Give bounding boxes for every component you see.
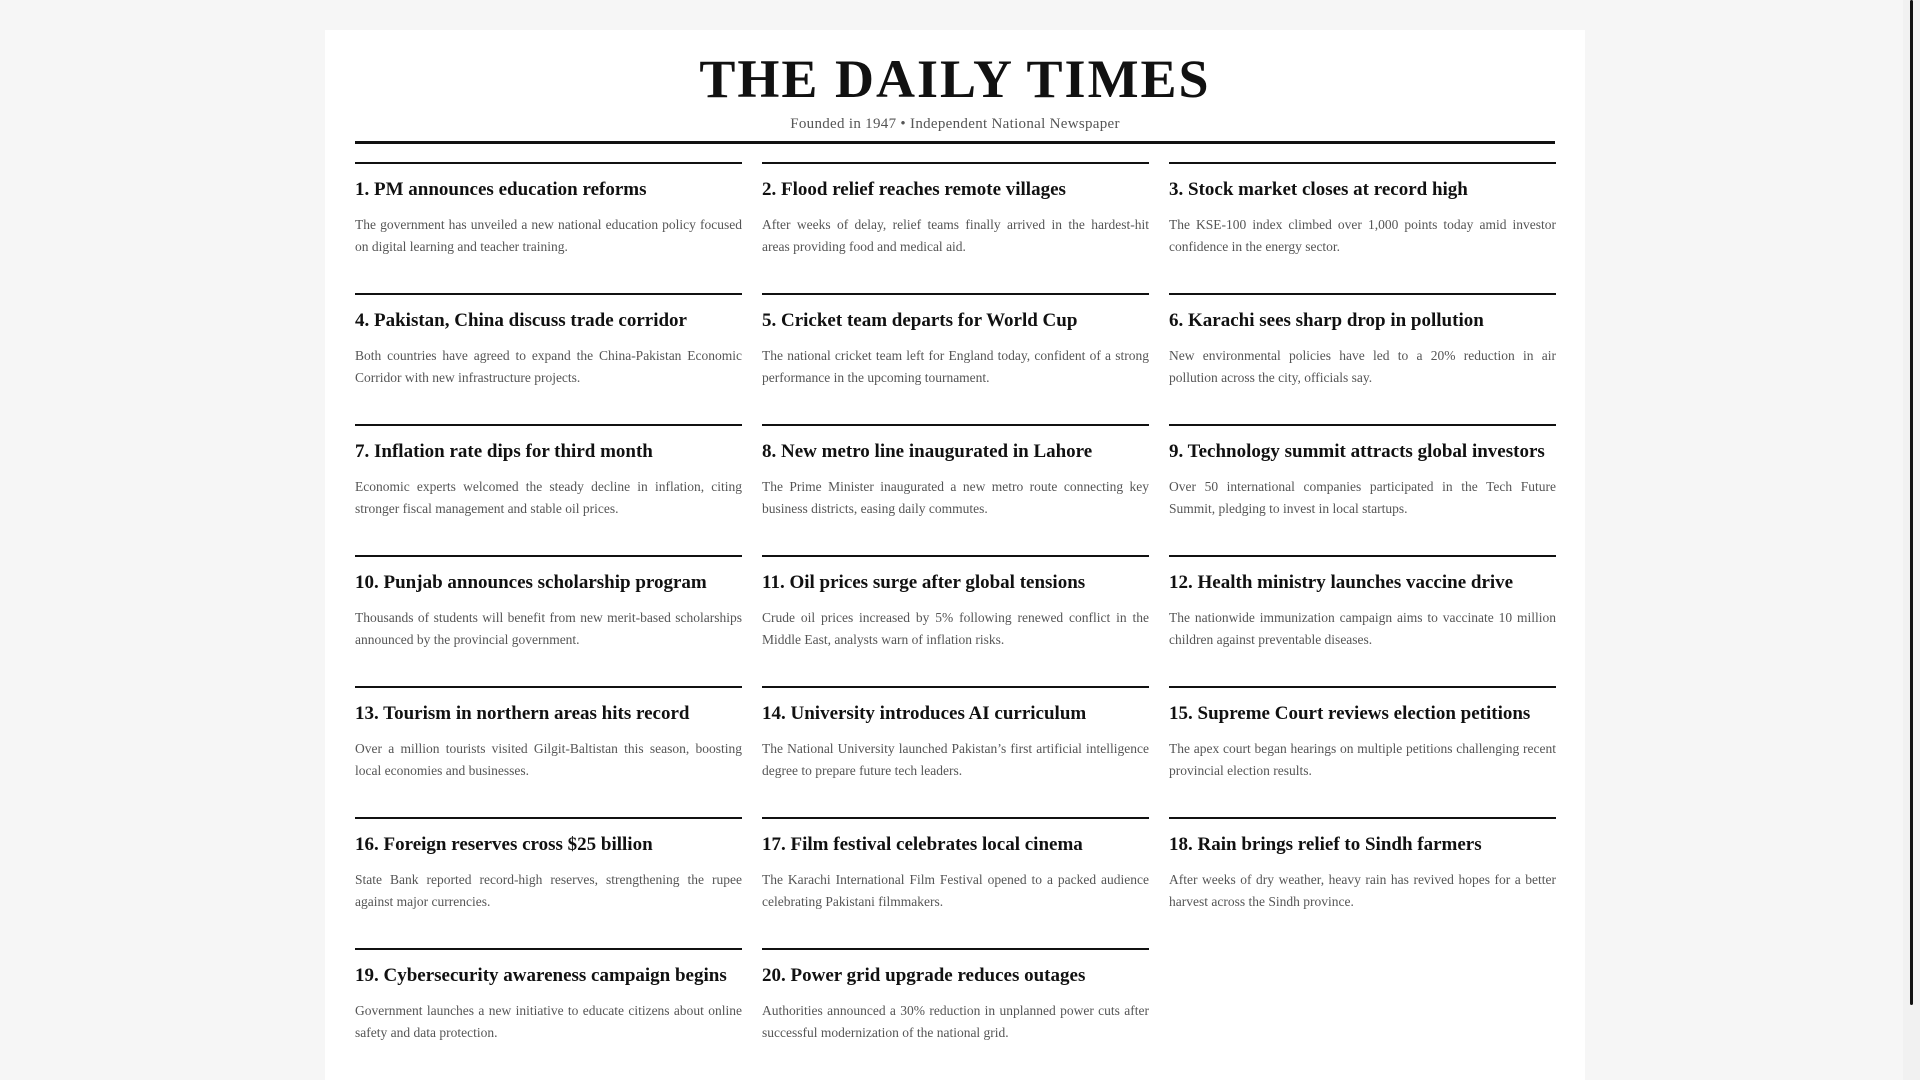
article-headline: 20. Power grid upgrade reduces outages — [762, 965, 1086, 986]
article-2 — [762, 162, 1149, 293]
article-headline: 8. New metro line inaugurated in Lahore — [762, 441, 1093, 462]
article-headline: 6. Karachi sees sharp drop in pollution — [1169, 310, 1484, 331]
article-7 — [355, 424, 742, 555]
article-headline: 2. Flood relief reaches remote villages — [762, 179, 1066, 200]
article-4 — [355, 293, 742, 424]
article-headline: 9. Technology summit attracts global investors — [1169, 441, 1545, 462]
article-summary: After weeks of dry weather, heavy rain has revived hopes for a better harvest across the Sindh province. — [1169, 872, 1556, 909]
article-headline: 18. Rain brings relief to Sindh farmers — [1169, 834, 1482, 855]
newspaper-title: THE DAILY TIMES — [699, 49, 1211, 109]
vertical-scrollbar[interactable] — [1903, 0, 1920, 1080]
article-summary: After weeks of delay, relief teams finally arrived in the hardest-hit areas providing food and medical aid. — [762, 217, 1149, 254]
article-headline: 7. Inflation rate dips for third month — [355, 441, 653, 462]
article-10 — [355, 555, 742, 686]
article-6 — [1169, 293, 1556, 424]
article-summary: Over 50 international companies participated in the Tech Future Summit, pledging to invest in local startups. — [1169, 479, 1556, 516]
article-summary: The national cricket team left for England today, confident of a strong performance in the upcoming tournament. — [762, 348, 1149, 385]
article-summary: Over a million tourists visited Gilgit-Baltistan this season, boosting local economies and businesses. — [355, 741, 742, 778]
articles-grid — [355, 162, 1555, 1079]
article-17 — [762, 817, 1149, 948]
article-summary: New environmental policies have led to a 20% reduction in air pollution across the city, officials say. — [1169, 348, 1556, 385]
article-5 — [762, 293, 1149, 424]
article-summary: Economic experts welcomed the steady decline in inflation, citing stronger fiscal management and stable oil prices. — [355, 479, 742, 516]
article-11 — [762, 555, 1149, 686]
article-3 — [1169, 162, 1556, 293]
article-14 — [762, 686, 1149, 817]
article-headline: 14. University introduces AI curriculum — [762, 703, 1087, 724]
article-8 — [762, 424, 1149, 555]
article-summary: The Karachi International Film Festival opened to a packed audience celebrating Pakistani filmmakers. — [762, 872, 1149, 909]
article-headline: 5. Cricket team departs for World Cup — [762, 310, 1078, 331]
article-headline: 17. Film festival celebrates local cinema — [762, 834, 1083, 855]
article-summary: The Prime Minister inaugurated a new metro route connecting key business districts, easing daily commutes. — [762, 479, 1149, 516]
article-9 — [1169, 424, 1556, 555]
article-headline: 10. Punjab announces scholarship program — [355, 572, 707, 593]
article-summary: State Bank reported record-high reserves, strengthening the rupee against major currencies. — [355, 872, 742, 909]
article-headline: 11. Oil prices surge after global tensions — [762, 572, 1086, 593]
article-headline: 1. PM announces education reforms — [355, 179, 647, 200]
article-15 — [1169, 686, 1556, 817]
article-summary: Thousands of students will benefit from new merit-based scholarships announced by the provincial government. — [355, 610, 742, 647]
article-summary: The nationwide immunization campaign aims to vaccinate 10 million children against preventable diseases. — [1169, 610, 1556, 647]
article-summary: Authorities announced a 30% reduction in unplanned power cuts after successful modernization of the national grid. — [762, 1003, 1149, 1040]
article-summary: Government launches a new initiative to educate citizens about online safety and data protection. — [355, 1003, 742, 1040]
article-headline: 19. Cybersecurity awareness campaign begins — [355, 965, 727, 986]
article-headline: 4. Pakistan, China discuss trade corridor — [355, 310, 687, 331]
article-12 — [1169, 555, 1556, 686]
scrollbar-thumb[interactable] — [1910, 0, 1913, 1005]
article-headline: 15. Supreme Court reviews election petitions — [1169, 703, 1531, 724]
article-headline: 16. Foreign reserves cross $25 billion — [355, 834, 653, 855]
article-summary: The KSE-100 index climbed over 1,000 points today amid investor confidence in the energy sector. — [1169, 217, 1556, 254]
article-13 — [355, 686, 742, 817]
article-summary: The government has unveiled a new national education policy focused on digital learning and teacher training. — [355, 217, 742, 254]
article-1 — [355, 162, 742, 293]
article-headline: 12. Health ministry launches vaccine drive — [1169, 572, 1514, 593]
article-headline: 13. Tourism in northern areas hits record — [355, 703, 690, 724]
article-20 — [762, 948, 1149, 1079]
article-headline: 3. Stock market closes at record high — [1169, 179, 1468, 200]
newspaper-tagline: Founded in 1947 • Independent National Newspaper — [790, 116, 1120, 132]
article-summary: The apex court began hearings on multiple petitions challenging recent provincial election results. — [1169, 741, 1556, 778]
article-summary: Crude oil prices increased by 5% following renewed conflict in the Middle East, analysts warn of inflation risks. — [762, 610, 1149, 647]
article-19 — [355, 948, 742, 1079]
article-summary: The National University launched Pakistan’s first artificial intelligence degree to prepare future tech leaders. — [762, 741, 1149, 778]
masthead — [355, 30, 1555, 144]
newspaper-page — [325, 30, 1585, 1080]
article-16 — [355, 817, 742, 948]
article-18 — [1169, 817, 1556, 948]
article-summary: Both countries have agreed to expand the China-Pakistan Economic Corridor with new infrastructure projects. — [355, 348, 742, 385]
